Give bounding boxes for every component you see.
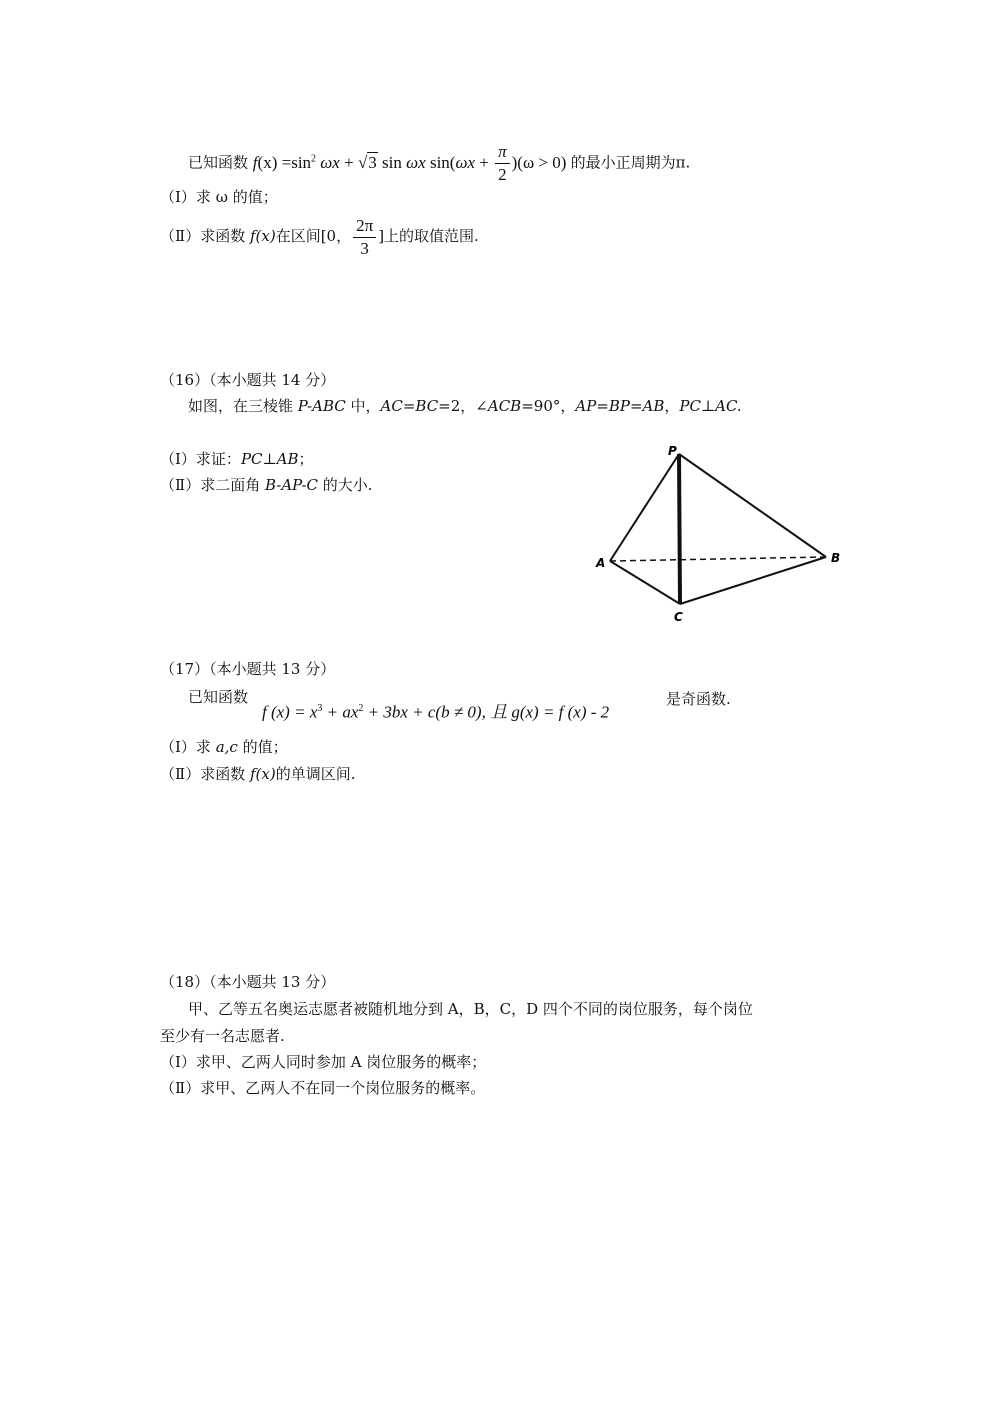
q17-square-exp: 2 (358, 703, 364, 714)
q15-plus2: + (475, 152, 494, 172)
q15-intro (188, 141, 690, 186)
q15-frac-den: 2 (498, 165, 507, 185)
edge-ab-hidden (610, 557, 826, 561)
q16-stem-mid1: 中， (345, 397, 381, 415)
q16-stem (188, 396, 742, 416)
q18-line1: 甲、乙等五名奥运志愿者被随机地分到 A，B，C，D 四个不同的岗位服务，每个岗位 (188, 1000, 753, 1018)
q18-line2: 至少有一名志愿者. (160, 1027, 285, 1045)
q15-omega-x1: ωx (316, 152, 340, 172)
q15-sin-mid: sin (377, 152, 402, 172)
q16-part1-pre: （Ⅰ）求证： (160, 450, 241, 468)
q16-stem-acb: ACB (487, 397, 522, 415)
q17-part2 (160, 764, 355, 784)
q16-stem-ac: AC. (715, 397, 742, 415)
q16-part1-math: PC⊥AB (240, 450, 299, 468)
q16-stem-acbc: AC=BC (380, 397, 439, 415)
q16-stem-pabc: P-ABC (297, 397, 346, 415)
q15-part2-frac-den: 3 (360, 238, 369, 258)
q15-pi-over-2 (495, 141, 510, 186)
q18-part2: （Ⅱ）求甲、乙两人不在同一个岗位服务的概率。 (160, 1079, 486, 1097)
q18-part1: （Ⅰ）求甲、乙两人同时参加 A 岗位服务的概率； (160, 1053, 487, 1071)
q15-square-exp: 2 (311, 153, 317, 164)
q15-part2-frac (353, 215, 376, 260)
q17-tail: 是奇函数. (666, 690, 731, 708)
perpendicular-icon: ⊥ (701, 397, 716, 415)
q15-three: 3 (368, 152, 377, 172)
q17-part1 (160, 737, 288, 757)
q17-header: （17）（本小题共 13 分） (160, 660, 336, 678)
q15-part2-fx: f(x) (249, 227, 276, 245)
q15-part2-tail: ]上的取值范围. (378, 227, 479, 245)
q15-intro-label: 已知函数 (188, 153, 249, 172)
q15-omega-x2: ωx (401, 152, 426, 172)
label-a: A (596, 556, 606, 570)
q16-part2-pre: （Ⅱ）求二面角 (160, 476, 265, 494)
q15-omega-x3: ωx (455, 152, 476, 172)
q16-part2-math: B-AP-C (264, 476, 318, 494)
q15-sin-open: sin( (425, 152, 456, 172)
q15-part2-frac-num: 2π (353, 215, 376, 238)
q17-rest: + 3bx + c(b ≠ 0), 且 g(x) = f (x) - 2 (363, 702, 610, 722)
q17-part2-pre: （Ⅱ）求函数 (160, 765, 250, 783)
q15-xparen: (x) (257, 152, 278, 172)
sqrt-icon: √ (357, 152, 368, 172)
q15-close-cond: )(ω > 0) (511, 152, 567, 172)
q17-cube-exp: 3 (317, 703, 323, 714)
q16-stem-mid4: ， (664, 397, 680, 415)
q17-ax: + ax (322, 702, 359, 722)
q17-fx: f (x) = x (262, 702, 318, 722)
q17-formula (262, 698, 609, 724)
q15-part1: （Ⅰ）求 ω 的值； (160, 188, 278, 206)
edge-ac (610, 561, 680, 604)
q15-formula (252, 142, 571, 185)
q16-stem-mid3: =90°， (521, 397, 576, 415)
q15-part2-pre: （Ⅱ）求函数 (160, 227, 250, 245)
label-c: C (674, 610, 683, 624)
label-b: B (831, 551, 841, 565)
edge-pa (610, 454, 679, 561)
edge-cb (680, 557, 826, 604)
edge-pc (679, 454, 680, 604)
q17-intro-label: 已知函数 (188, 688, 249, 706)
q16-stem-apbp: AP=BP=AB (575, 397, 665, 415)
q17-part1-tail: 的值； (237, 738, 288, 756)
q17-part1-math: a,c (215, 738, 238, 756)
q16-header: （16）（本小题共 14 分） (160, 371, 336, 389)
q15-eq-sin: =sin (277, 152, 312, 172)
q18-header: （18）（本小题共 13 分） (160, 973, 336, 991)
q17-part1-pre: （Ⅰ）求 (160, 738, 216, 756)
q16-stem-pre: 如图，在三棱锥 (188, 397, 298, 415)
q15-frac-num: π (495, 141, 510, 164)
q15-part2-mid: 在区间[0， (275, 227, 352, 245)
tetrahedron-figure (590, 440, 855, 630)
q16-part1-tail: ； (298, 450, 314, 468)
q15-part2 (160, 214, 479, 260)
q17-part2-tail: 的单调区间. (275, 765, 356, 783)
q16-part2 (160, 475, 373, 495)
q15-plus1: + (339, 152, 358, 172)
q16-part1 (160, 449, 314, 469)
edge-pb (679, 454, 826, 557)
q16-stem-mid2: =2，∠ (438, 397, 488, 415)
q16-part2-tail: 的大小. (318, 476, 373, 494)
q15-f: f (252, 152, 258, 172)
q16-stem-pc: PC (679, 397, 701, 415)
q15-intro-tail: 的最小正周期为π. (570, 153, 691, 172)
q17-part2-math: f(x) (249, 765, 276, 783)
label-p: P (668, 444, 677, 458)
